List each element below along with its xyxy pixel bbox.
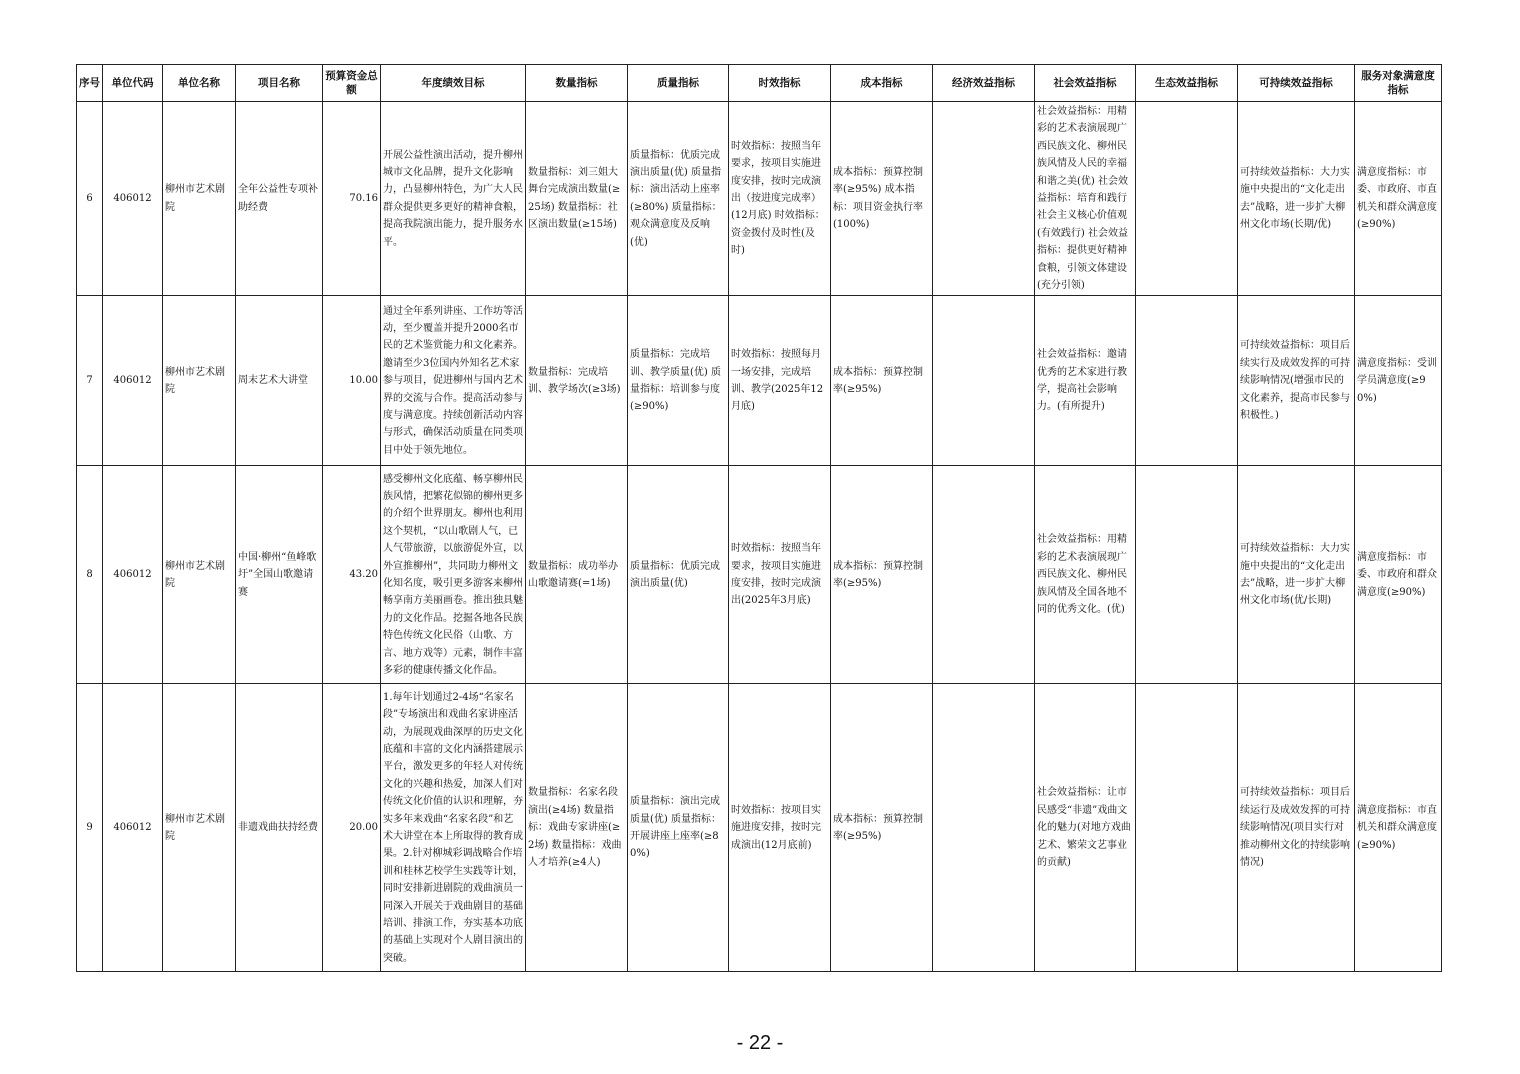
cell-economic [933, 466, 1035, 684]
header-cost: 成本指标 [831, 65, 933, 102]
header-quantity: 数量指标 [526, 65, 628, 102]
header-annual-goal: 年度绩效目标 [381, 65, 526, 102]
cell-cost: 成本指标：预算控制率(≥95%) [831, 296, 933, 466]
cell-sustainability: 可持续效益指标：大力实施中央提出的“文化走出去”战略，进一步扩大柳州文化市场(长期/优) [1238, 102, 1355, 296]
page-number: - 22 - [736, 1032, 784, 1054]
header-sustainability: 可持续效益指标 [1238, 65, 1355, 102]
header-ecological: 生态效益指标 [1136, 65, 1238, 102]
cell-sustainability: 可持续效益指标：大力实施中央提出的“文化走出去”战略，进一步扩大柳州文化市场(优/长期) [1238, 466, 1355, 684]
cell-unit-name: 柳州市艺术剧院 [163, 102, 236, 296]
cell-social: 社会效益指标：用精彩的艺术表演展现广西民族文化、柳州民族风情及人民的幸福和谐之美(优) 社会效益指标：培育和践行社会主义核心价值观(有效践行) 社会效益指标：提供更好精神食粮，引领文体建设(充分引领) [1035, 102, 1136, 296]
cell-economic [933, 102, 1035, 296]
cell-quality: 质量指标：完成培训、教学质量(优) 质量指标：培训参与度(≥90%) [628, 296, 729, 466]
header-satisfaction: 服务对象满意度指标 [1355, 65, 1442, 102]
cell-timeliness: 时效指标：按项目实施进度安排，按时完成演出(12月底前) [729, 684, 831, 972]
cell-cost: 成本指标：预算控制率(≥95%) [831, 466, 933, 684]
cell-unit-name: 柳州市艺术剧院 [163, 466, 236, 684]
cell-project-name: 非遗戏曲扶持经费 [236, 684, 323, 972]
cell-unit-name: 柳州市艺术剧院 [163, 684, 236, 972]
cell-cost: 成本指标：预算控制率(≥95%) [831, 684, 933, 972]
header-project-name: 项目名称 [236, 65, 323, 102]
header-economic: 经济效益指标 [933, 65, 1035, 102]
cell-social: 社会效益指标：邀请优秀的艺术家进行教学，提高社会影响力。(有所提升) [1035, 296, 1136, 466]
cell-quantity: 数量指标：刘三姐大舞台完成演出数量(≥25场) 数量指标：社区演出数量(≥15场) [526, 102, 628, 296]
cell-unit-code: 406012 [103, 102, 163, 296]
performance-table [76, 64, 1442, 972]
cell-timeliness: 时效指标：按照当年要求，按项目实施进度安排，按时完成演出（按进度完成率）(12月底) 时效指标：资金拨付及时性(及时) [729, 102, 831, 296]
cell-sustainability: 可持续效益指标：项目后续运行及成效发挥的可持续影响情况(项目实行对推动柳州文化的持续影响情况) [1238, 684, 1355, 972]
cell-cost: 成本指标：预算控制率(≥95%) 成本指标：项目资金执行率(100%) [831, 102, 933, 296]
cell-social: 社会效益指标：让市民感受“非遗”戏曲文化的魅力(对地方戏曲艺术、繁荣文艺事业的贡献) [1035, 684, 1136, 972]
cell-sustainability: 可持续效益指标：项目后续实行及成效发挥的可持续影响情况(增强市民的文化素养，提高市民参与积极性。) [1238, 296, 1355, 466]
header-timeliness: 时效指标 [729, 65, 831, 102]
header-budget: 预算资金总额 [323, 65, 381, 102]
table-row [77, 102, 1442, 296]
cell-seq: 8 [77, 466, 103, 684]
cell-social: 社会效益指标：用精彩的艺术表演展现广西民族文化、柳州民族风情及全国各地不同的优秀文化。(优) [1035, 466, 1136, 684]
table-row [77, 684, 1442, 972]
cell-budget: 20.00 [323, 684, 381, 972]
header-unit-code: 单位代码 [103, 65, 163, 102]
cell-annual-goal: 通过全年系列讲座、工作坊等活动，至少覆盖并提升2000名市民的艺术鉴赏能力和文化素养。邀请至少3位国内外知名艺术家参与项目，促进柳州与国内艺术界的交流与合作。提高活动参与度与满意度。持续创新活动内容与形式，确保活动质量在同类项目中处于领先地位。 [381, 296, 526, 466]
cell-quantity: 数量指标：成功举办山歌邀请赛(=1场) [526, 466, 628, 684]
cell-budget: 10.00 [323, 296, 381, 466]
cell-quantity: 数量指标：完成培训、教学场次(≥3场) [526, 296, 628, 466]
cell-unit-code: 406012 [103, 684, 163, 972]
cell-timeliness: 时效指标：按照每月一场安排，完成培训、教学(2025年12月底) [729, 296, 831, 466]
header-social: 社会效益指标 [1035, 65, 1136, 102]
cell-satisfaction: 满意度指标：市委、市政府和群众满意度(≥90%) [1355, 466, 1442, 684]
cell-quantity: 数量指标：名家名段演出(≥4场) 数量指标：戏曲专家讲座(≥2场) 数量指标：戏曲人才培养(≥4人) [526, 684, 628, 972]
cell-seq: 7 [77, 296, 103, 466]
cell-budget: 43.20 [323, 466, 381, 684]
cell-seq: 9 [77, 684, 103, 972]
cell-project-name: 全年公益性专项补助经费 [236, 102, 323, 296]
cell-ecological [1136, 466, 1238, 684]
header-unit-name: 单位名称 [163, 65, 236, 102]
header-seq: 序号 [77, 65, 103, 102]
cell-annual-goal: 开展公益性演出活动，提升柳州城市文化品牌，提升文化影响力，凸显柳州特色，为广大人民群众提供更多更好的精神食粮，提高我院演出能力，提升服务水平。 [381, 102, 526, 296]
table-row [77, 296, 1442, 466]
cell-annual-goal: 感受柳州文化底蕴、畅享柳州民族风情，把繁花似锦的柳州更多的介绍个世界朋友。柳州也利用这个契机，“以山歌剧人气，已人气带旅游，以旅游促外宣，以外宣推柳州”，共同助力柳州文化知名度，吸引更多游客来柳州畅享南方美丽画卷。推出独具魅力的文化作品。挖掘各地各民族特色传统文化民俗（山歌、方言、地方戏等）元素，制作丰富多彩的健康传播文化作品。 [381, 466, 526, 684]
cell-project-name: 周末艺术大讲堂 [236, 296, 323, 466]
cell-unit-name: 柳州市艺术剧院 [163, 296, 236, 466]
header-quality: 质量指标 [628, 65, 729, 102]
cell-project-name: 中国·柳州“鱼峰歌圩”全国山歌邀请赛 [236, 466, 323, 684]
cell-satisfaction: 满意度指标：市委、市政府、市直机关和群众满意度(≥90%) [1355, 102, 1442, 296]
cell-economic [933, 684, 1035, 972]
header-row [77, 65, 1442, 102]
table-row [77, 466, 1442, 684]
cell-quality: 质量指标：优质完成演出质量(优) 质量指标：演出活动上座率(≥80%) 质量指标：观众满意度及反响(优) [628, 102, 729, 296]
cell-annual-goal: 1.每年计划通过2-4场“名家名段”专场演出和戏曲名家讲座活动，为展现戏曲深厚的历史文化底蕴和丰富的文化内涵搭建展示平台，激发更多的年轻人对传统文化的兴趣和热爱，加深人们对传统文化价值的认识和理解，夯实多年来戏曲“名家名段”和艺术大讲堂在本上所取得的教育成果。2.针对柳城彩调战略合作培训和桂林艺校学生实践等计划，同时安排新进剧院的戏曲演员一同深入开展关于戏曲剧目的基础培训、排演工作，夯实基本功底的基础上实现对个人剧目演出的突破。 [381, 684, 526, 972]
cell-satisfaction: 满意度指标：受训学员满意度(≥90%) [1355, 296, 1442, 466]
cell-quality: 质量指标：演出完成质量(优) 质量指标：开展讲座上座率(≥80%) [628, 684, 729, 972]
cell-satisfaction: 满意度指标：市直机关和群众满意度(≥90%) [1355, 684, 1442, 972]
cell-unit-code: 406012 [103, 296, 163, 466]
cell-ecological [1136, 102, 1238, 296]
cell-ecological [1136, 296, 1238, 466]
cell-unit-code: 406012 [103, 466, 163, 684]
cell-quality: 质量指标：优质完成演出质量(优) [628, 466, 729, 684]
cell-ecological [1136, 684, 1238, 972]
cell-economic [933, 296, 1035, 466]
cell-budget: 70.16 [323, 102, 381, 296]
cell-timeliness: 时效指标：按照当年要求，按项目实施进度安排，按时完成演出(2025年3月底) [729, 466, 831, 684]
cell-seq: 6 [77, 102, 103, 296]
